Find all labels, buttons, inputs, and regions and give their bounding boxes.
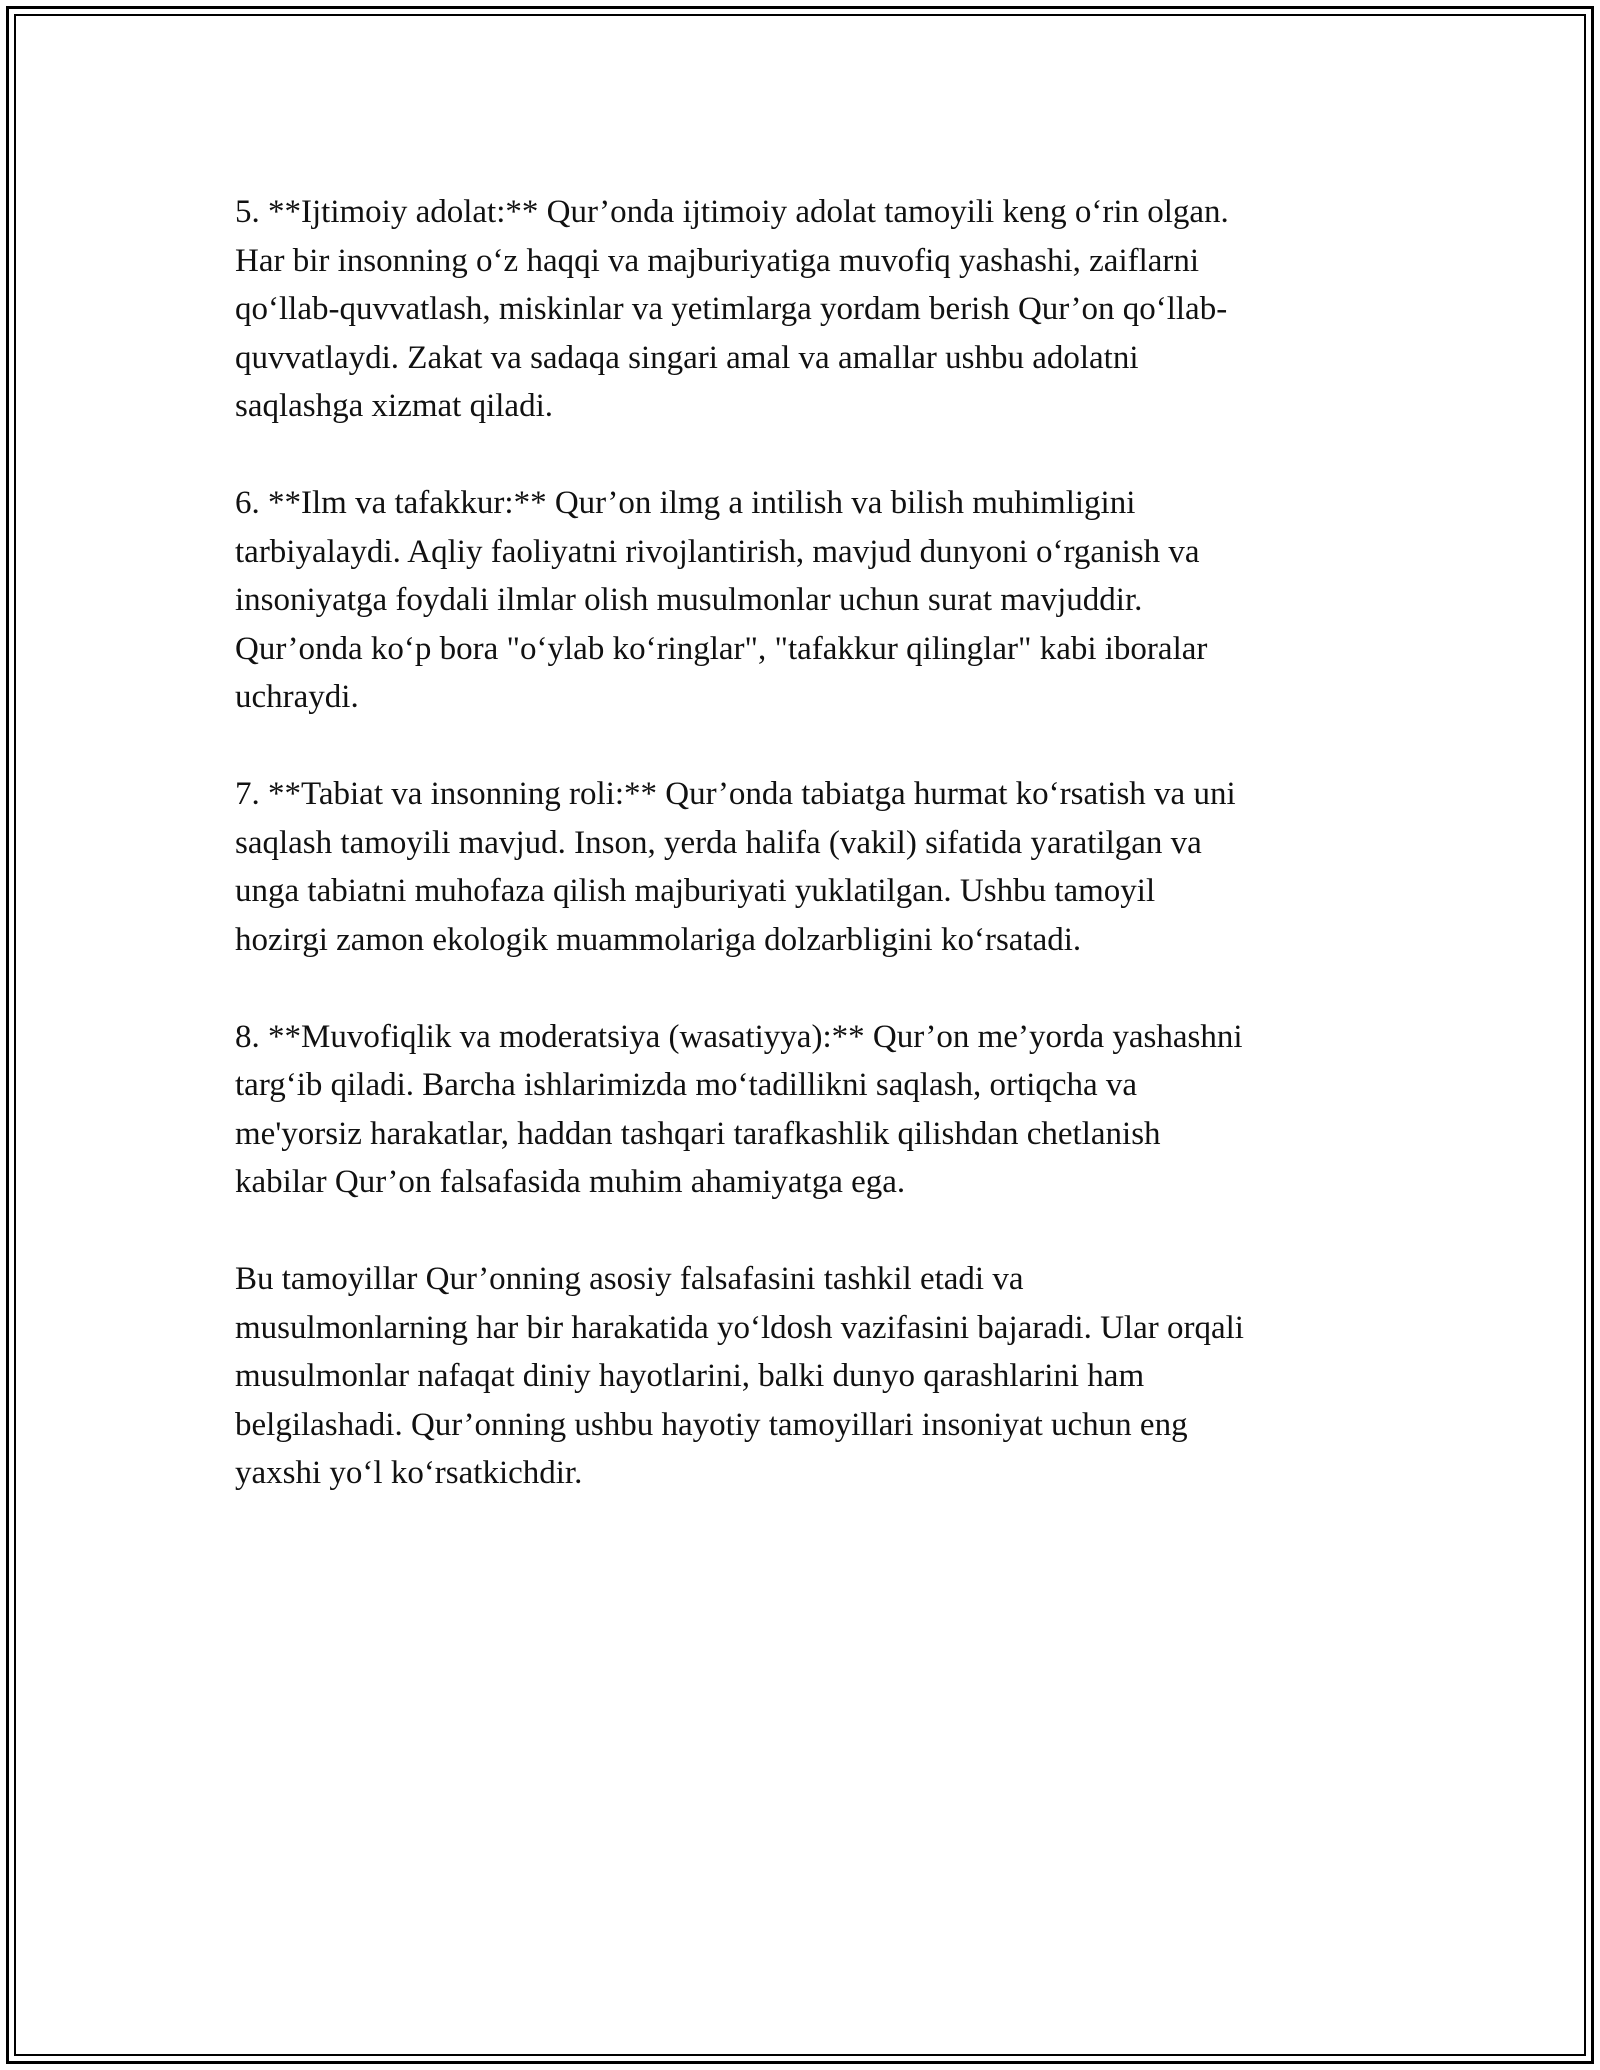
- paragraph-conclusion: Bu tamoyillar Qur’onning asosiy falsafasini tashkil etadi va musulmonlarning har bir harakatida yo‘ldosh vazifasini bajaradi. Ular orqali musulmonlar nafaqat diniy hayotlarini, balki dunyo qarashlarini ham belgilashadi. Qur’onning ushbu hayotiy tamoyillari insoniyat uchun eng yaxshi yo‘l ko‘rsatkichdir.: [235, 1261, 1244, 1491]
- document-body: [235, 188, 1365, 1546]
- paragraph-social-justice: 5. **Ijtimoiy adolat:** Qur’onda ijtimoiy adolat tamoyili keng o‘rin olgan. Har bir insonning o‘z haqqi va majburiyatiga muvofiq yashashi, zaiflarni qo‘llab-quvvatlash, miskinlar va yetimlarga yordam berish Qur’on qo‘llab- quvvatlaydi. Zakat va sadaqa singari amal va amallar ushbu adolatni saqlashga xizmat qiladi.: [235, 194, 1229, 424]
- paragraph-knowledge-and-thought: 6. **Ilm va tafakkur:** Qur’on ilmg a intilish va bilish muhimligini tarbiyalaydi. Aqliy faoliyatni rivojlantirish, mavjud dunyoni o‘rganish va insoniyatga foydali ilmlar olish musulmonlar uchun surat mavjuddir. Qur’onda ko‘p bora "o‘ylab ko‘ringlar", "tafakkur qilinglar" kabi iboralar uchraydi.: [235, 485, 1208, 715]
- paragraph-moderation: 8. **Muvofiqlik va moderatsiya (wasatiyya):** Qur’on me’yorda yashashni targ‘ib qiladi. Barcha ishlarimizda mo‘tadillikni saqlash, ortiqcha va me'yorsiz harakatlar, haddan tashqari tarafkashlik qilishdan chetlanish kabilar Qur’on falsafasida muhim ahamiyatga ega.: [235, 1018, 1243, 1200]
- paragraph-nature-and-human-role: 7. **Tabiat va insonning roli:** Qur’onda tabiatga hurmat ko‘rsatish va uni saqlash tamoyili mavjud. Inson, yerda halifa (vakil) sifatida yaratilgan va unga tabiatni muhofaza qilish majburiyati yuklatilgan. Ushbu tamoyil hozirgi zamon ekologik muammolariga dolzarbligini ko‘rsatadi.: [235, 776, 1236, 958]
